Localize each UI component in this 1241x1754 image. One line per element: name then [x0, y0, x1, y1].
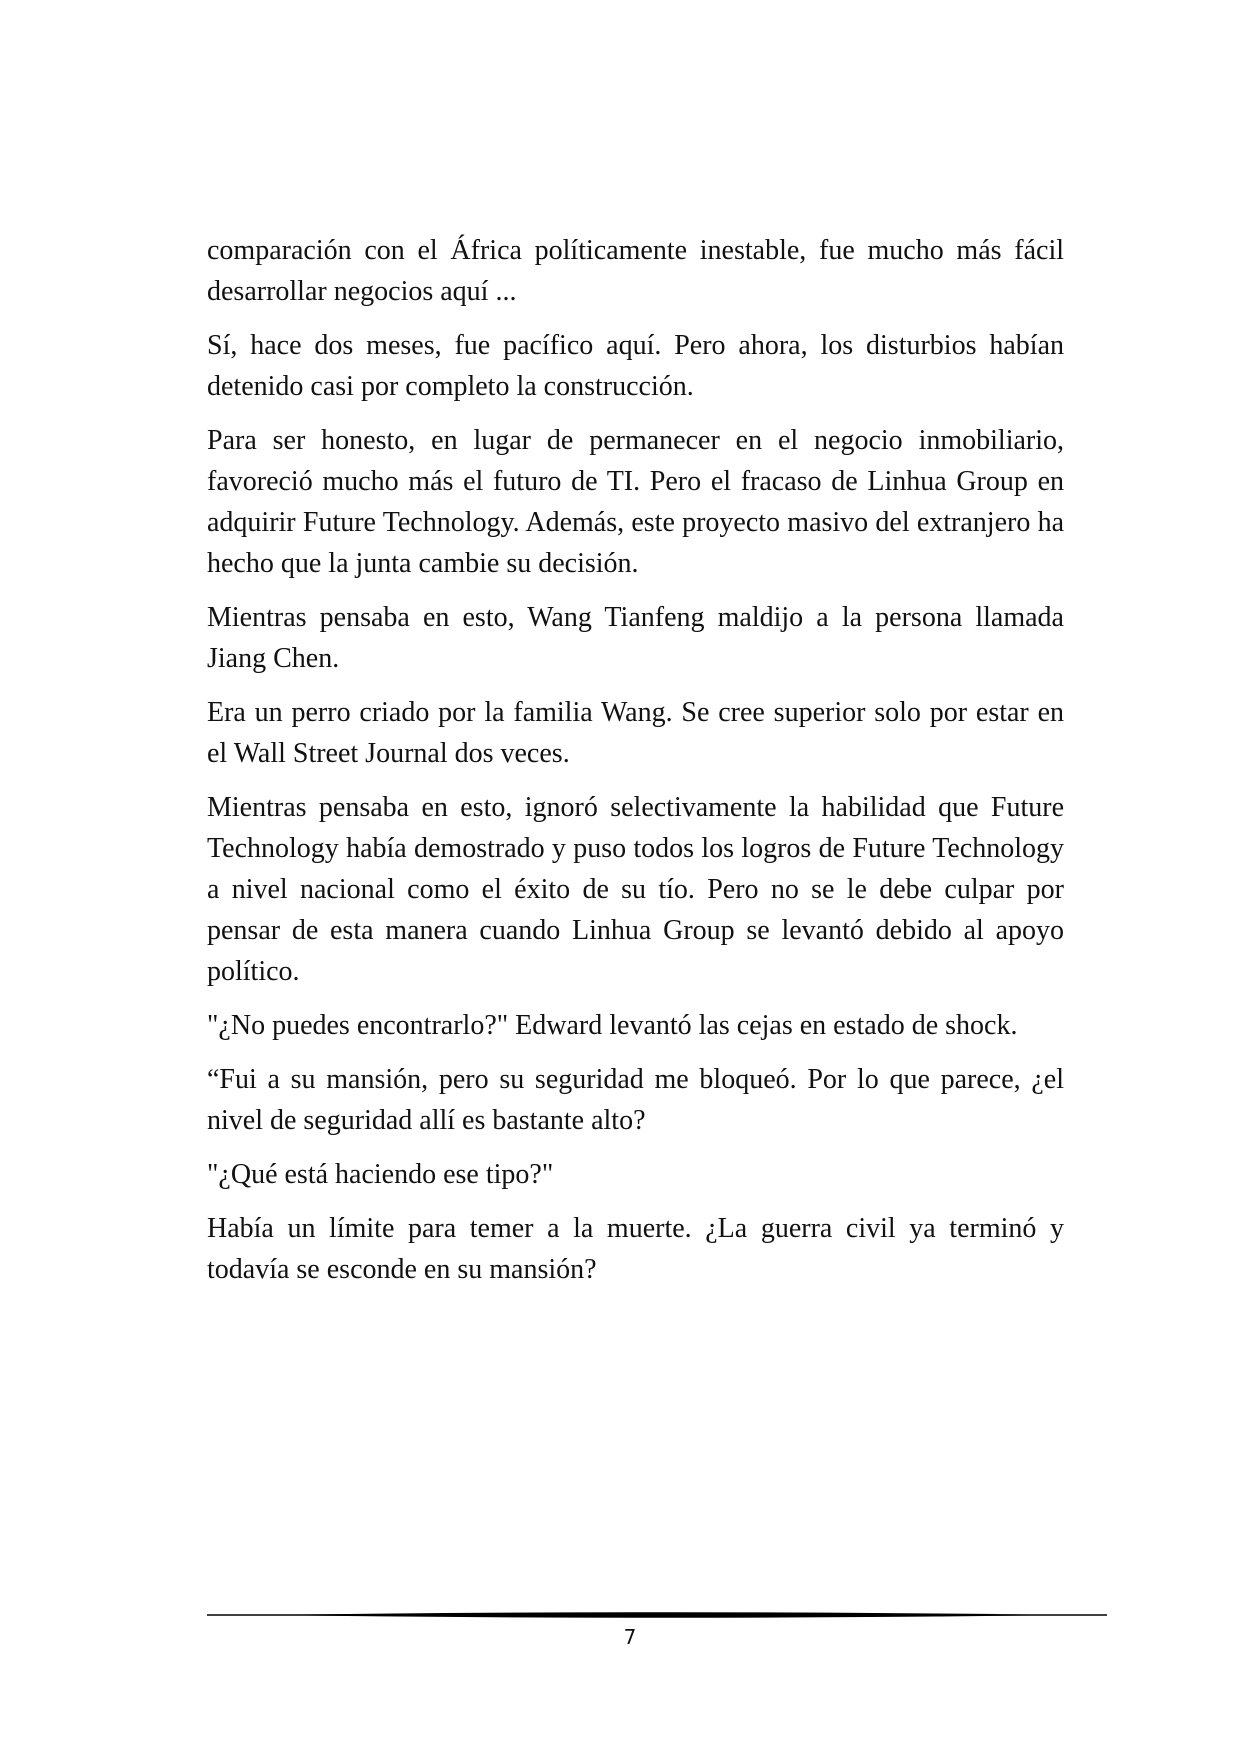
paragraph-8: “Fui a su mansión, pero su seguridad me bloqueó. Por lo que parece, ¿el nivel de seguridad allí es bastante alto?: [207, 1064, 1064, 1136]
footer-divider: [207, 1608, 1107, 1622]
paragraph-1: comparación con el África políticamente inestable, fue mucho más fácil desarrollar negocios aquí ...: [207, 235, 1064, 307]
paragraph-9: "¿Qué está haciendo ese tipo?": [207, 1159, 554, 1190]
paragraph-4: Mientras pensaba en esto, Wang Tianfeng maldijo a la persona llamada Jiang Chen.: [207, 602, 1064, 674]
paragraph-7: "¿No puedes encontrarlo?" Edward levantó las cejas en estado de shock.: [207, 1010, 1018, 1041]
paragraph-3: Para ser honesto, en lugar de permanecer en el negocio inmobiliario, favoreció mucho más el futuro de TI. Pero el fracaso de Linhua Group en adquirir Future Technology. Además, este proyecto masivo del extranjero ha hecho que la junta cambie su decisión.: [207, 425, 1064, 579]
paragraph-6: Mientras pensaba en esto, ignoró selectivamente la habilidad que Future Technology había demostrado y puso todos los logros de Future Technology a nivel nacional como el éxito de su tío. Pero no se le debe culpar por pensar de esta manera cuando Linhua Group se levantó debido al apoyo político.: [207, 792, 1064, 987]
body-text: [207, 230, 1064, 1303]
paragraph-10: Había un límite para temer a la muerte. ¿La guerra civil ya terminó y todavía se esconde en su mansión?: [207, 1213, 1064, 1285]
paragraph-2: Sí, hace dos meses, fue pacífico aquí. Pero ahora, los disturbios habían detenido casi por completo la construcción.: [207, 330, 1064, 402]
paragraph-5: Era un perro criado por la familia Wang. Se cree superior solo por estar en el Wall Street Journal dos veces.: [207, 697, 1064, 769]
page-number: 7: [623, 1625, 637, 1649]
